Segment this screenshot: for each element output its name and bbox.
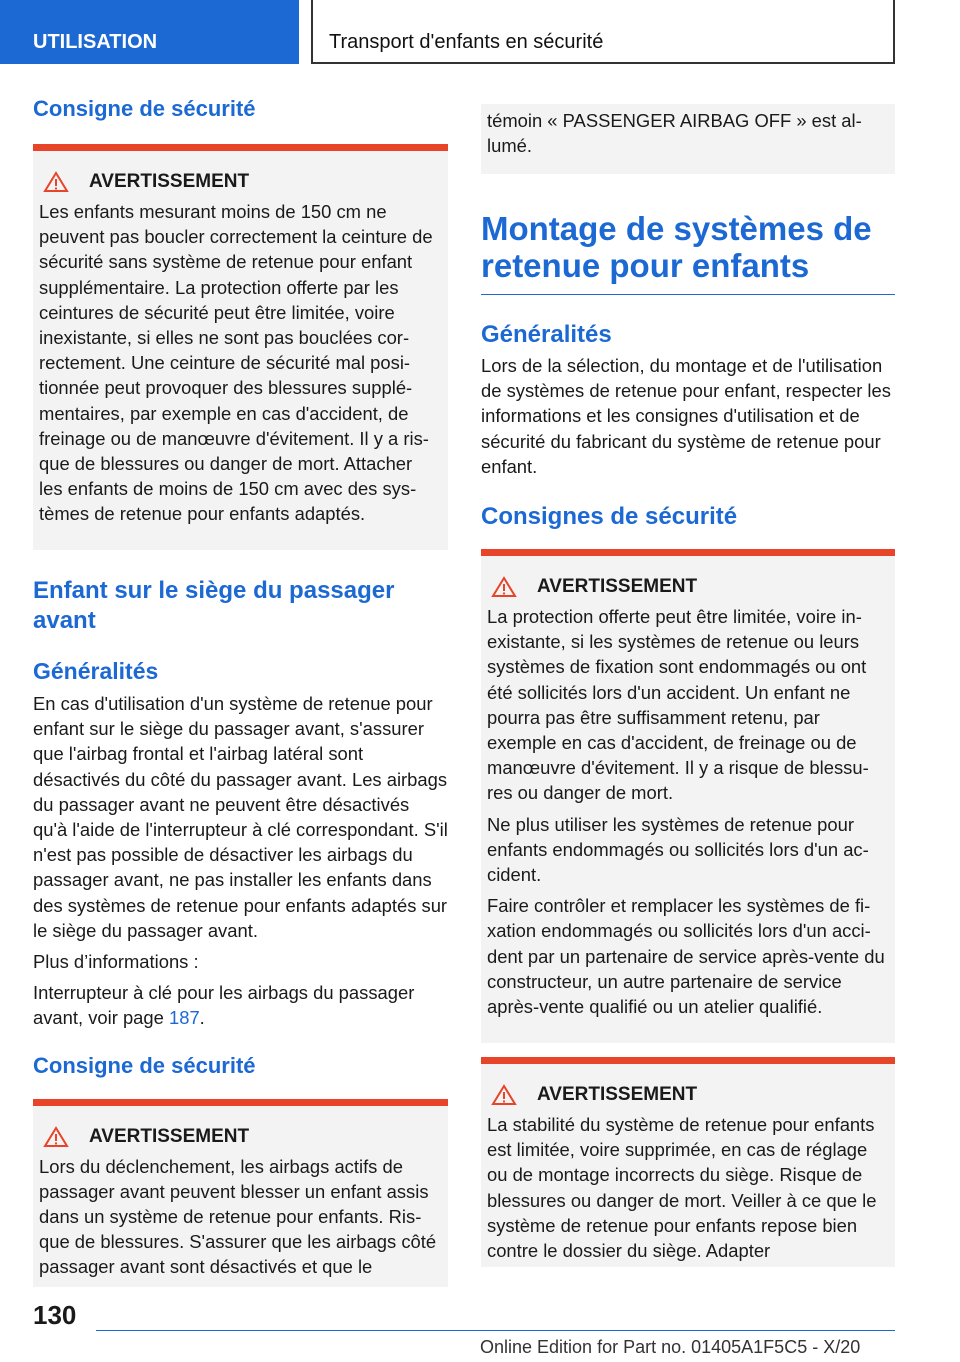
warning-label: AVERTISSEMENT: [89, 1125, 250, 1147]
warning-triangle-icon: [491, 1084, 517, 1106]
warning-text-continued: témoin « PASSENGER AIRBAG OFF » est allumé.: [487, 110, 862, 157]
reference-end: .: [199, 1007, 205, 1029]
header-section: UTILISATION: [0, 0, 299, 64]
warning-box-3: [481, 549, 895, 1043]
general-text: Lors de la sélection, du montage et de l'utilisation de systèmes de retenue pour enfant, respecter les informations et les consignes d'utilisation et de sécurité du fabricant du système de retenue pour enfant.: [481, 355, 891, 477]
warning-triangle-icon: [43, 1126, 69, 1148]
warning-triangle-icon: [43, 171, 69, 193]
reference-text: [33, 980, 448, 1030]
reference-label: Interrupteur à clé pour les airbags du passager avant, voir page: [33, 982, 415, 1029]
safety-heading: Consigne de sécurité: [33, 96, 256, 121]
safety-heading-2: Consigne de sécurité: [33, 1052, 256, 1078]
warning-text: Les enfants mesurant moins de 150 cm ne peuvent pas boucler correctement la ceinture de sécurité sans système de retenue pour enfant supplémentaire. La protection offerte par les ceintures de sécurité peut être limitée, voire inexistante, si elles ne sont pas bouclées correctement. Une ceinture de sécurité mal positionnée peut provoquer des blessures supplémentaires, par exemple en cas d'accident, de freinage ou de manœuvre d'évitement. Il y a risque de blessures ou danger de mort. Attacher les enfants de moins de 150 cm avec des systèmes de retenue pour enfants adaptés.: [39, 201, 433, 525]
warning-label: AVERTISSEMENT: [537, 576, 698, 598]
warning-box-4: [481, 1057, 895, 1267]
warning-text-1: La protection offerte peut être limitée, voire inexistante, si les systèmes de retenue ou leurs systèmes de fixation sont endommagés ou ont été sollicités lors d'un accident. Un enfant ne pourra pas être suffisamment retenu, par exemple en cas d'accident, de freinage ou de manœuvre d'évitement. Il y a risque de blessures ou danger de mort.: [487, 606, 869, 804]
warning-box-continued: [481, 104, 895, 174]
page-link[interactable]: 187: [168, 1007, 200, 1029]
footer-rule: [96, 1330, 895, 1331]
warning-text-2: Ne plus utiliser les systèmes de retenue pour enfants endommagés ou sollicités lors d'un accident.: [487, 813, 869, 886]
left-column: [33, 96, 448, 1287]
right-column: [481, 104, 895, 1267]
general-heading: Généralités: [481, 321, 612, 348]
warning-text: La stabilité du système de retenue pour enfants est limitée, voire supprimée, en cas de réglage ou de montage incorrects du siège. Risque de blessures ou danger de mort. Veiller à ce que le système de retenue pour enfants repose bien contre le dossier du siège. Adapter: [487, 1114, 877, 1262]
safety-heading: Consignes de sécurité: [481, 503, 738, 531]
warning-box: [33, 144, 448, 550]
footer-edition: Online Edition for Part no. 01405A1F5C5 - X/20: [480, 1337, 861, 1357]
warning-label: AVERTISSEMENT: [89, 171, 250, 192]
more-info-text: Plus d’informations :: [33, 951, 199, 973]
warning-box-2: [33, 1099, 448, 1287]
general-text: En cas d'utilisation d'un système de retenue pour enfant sur le siège du passager avant, s'assurer que l'airbag frontal et l'airbag latéral sont désactivés du côté du passager avant. Les airbags du passager avant ne peuvent être désactivés qu'à l'aide de l'interrupteur à clé correspondant. S'il n'est pas possible de désactiver les airbags du passager avant, ne pas installer les enfants dans des systèmes de retenue pour enfants adaptés sur le siège du passager avant.: [33, 693, 448, 941]
heading-rule: [481, 284, 895, 295]
page-heading-mounting: Montage de systèmes de retenue pour enfants: [481, 210, 872, 284]
warning-label: AVERTISSEMENT: [537, 1084, 698, 1106]
warning-text-3: Faire contrôler et remplacer les systèmes de fixation endommagés ou sollicités lors d'un accident par un partenaire de service après-vente du constructeur, un autre partenaire de service après-vente qualifié ou un atelier qualifié.: [487, 895, 885, 1018]
page-number: 130: [33, 1300, 77, 1330]
general-heading: Généralités: [33, 658, 159, 684]
warning-text: Lors du déclenchement, les airbags actifs de passager avant peuvent blesser un enfant assis dans un système de retenue pour enfants. Risque de blessures. S'assurer que les airbags côté passager avant sont désactivés et que le: [39, 1155, 437, 1278]
warning-triangle-icon: [491, 576, 517, 598]
header-title: Transport d'enfants en sécurité: [311, 0, 895, 64]
section-heading-passenger: Enfant sur le siège du passager avant: [33, 577, 395, 634]
